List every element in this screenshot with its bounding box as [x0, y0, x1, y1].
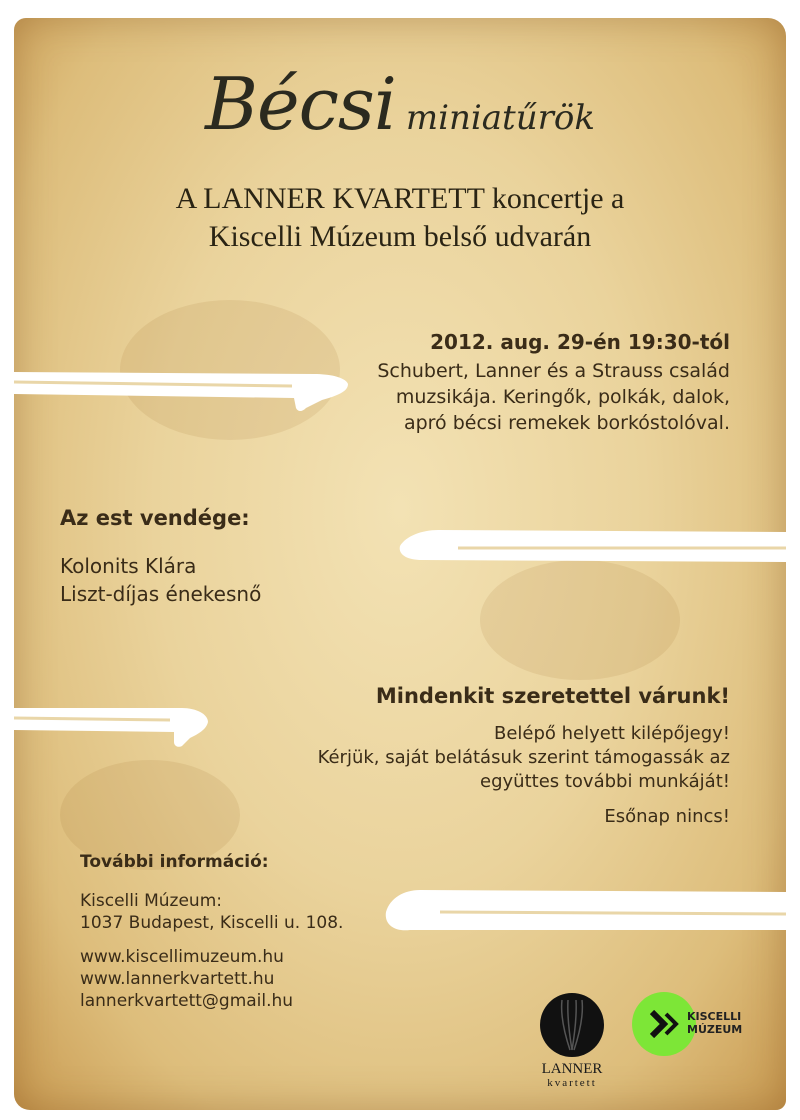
poster-title [0, 62, 800, 146]
kiscelli-logo-text [687, 1010, 742, 1036]
info-links [80, 946, 293, 1012]
kiscelli-chevron-icon [650, 1010, 680, 1038]
kiscelli-logo-line2: MÚZEUM [687, 1023, 743, 1036]
email-link[interactable]: lannerkvartett@gmail.hu [80, 991, 294, 1011]
violin-bow-graphic [14, 704, 210, 750]
website-link[interactable]: www.lannerkvartett.hu [80, 969, 275, 989]
event-desc-line: muzsikája. Keringők, polkák, dalok, [395, 386, 730, 408]
guest-heading: Az est vendége: [60, 506, 250, 530]
event-desc-line: Schubert, Lanner és a Strauss család [377, 360, 730, 382]
welcome-line: Kérjük, saját belátásuk szerint támogassák az [317, 747, 730, 768]
rain-notice: Esőnap nincs! [604, 806, 730, 827]
title-main: Bécsi [205, 62, 396, 146]
violin-bow-graphic [380, 884, 786, 940]
guest-info [60, 552, 261, 608]
address-line: Kiscelli Múzeum: [80, 891, 222, 911]
guest-name: Kolonits Klára [60, 554, 197, 578]
welcome-line: együttes további munkáját! [480, 771, 730, 792]
violin-bow-graphic [14, 368, 350, 418]
info-address [80, 890, 343, 934]
event-desc-line: apró bécsi remekek borkóstolóval. [403, 412, 730, 434]
lanner-logo-text [530, 1062, 614, 1090]
lanner-logo-sub: kvartett [547, 1077, 597, 1089]
subtitle-line-1: A LANNER KVARTETT koncertje a [175, 182, 625, 215]
subtitle-line-2: Kiscelli Múzeum belső udvarán [208, 220, 592, 253]
violin-bow-graphic [398, 524, 786, 574]
welcome-line: Belépő helyett kilépőjegy! [493, 723, 730, 744]
lanner-logo-name: LANNER [541, 1061, 603, 1077]
violin-strings-icon [556, 998, 588, 1052]
welcome-heading: Mindenkit szeretettel várunk! [375, 684, 730, 708]
paper-stain [480, 560, 680, 680]
guest-role: Liszt-díjas énekesnő [60, 582, 262, 606]
event-datetime: 2012. aug. 29-én 19:30-tól [430, 330, 730, 354]
website-link[interactable]: www.kiscellimuzeum.hu [80, 947, 284, 967]
info-heading: További információ: [80, 852, 269, 872]
address-line: 1037 Budapest, Kiscelli u. 108. [80, 913, 344, 933]
kiscelli-logo-line1: KISCELLI [687, 1010, 742, 1023]
title-secondary: miniatűrök [405, 98, 595, 138]
event-description [377, 358, 730, 436]
welcome-text [318, 722, 730, 794]
